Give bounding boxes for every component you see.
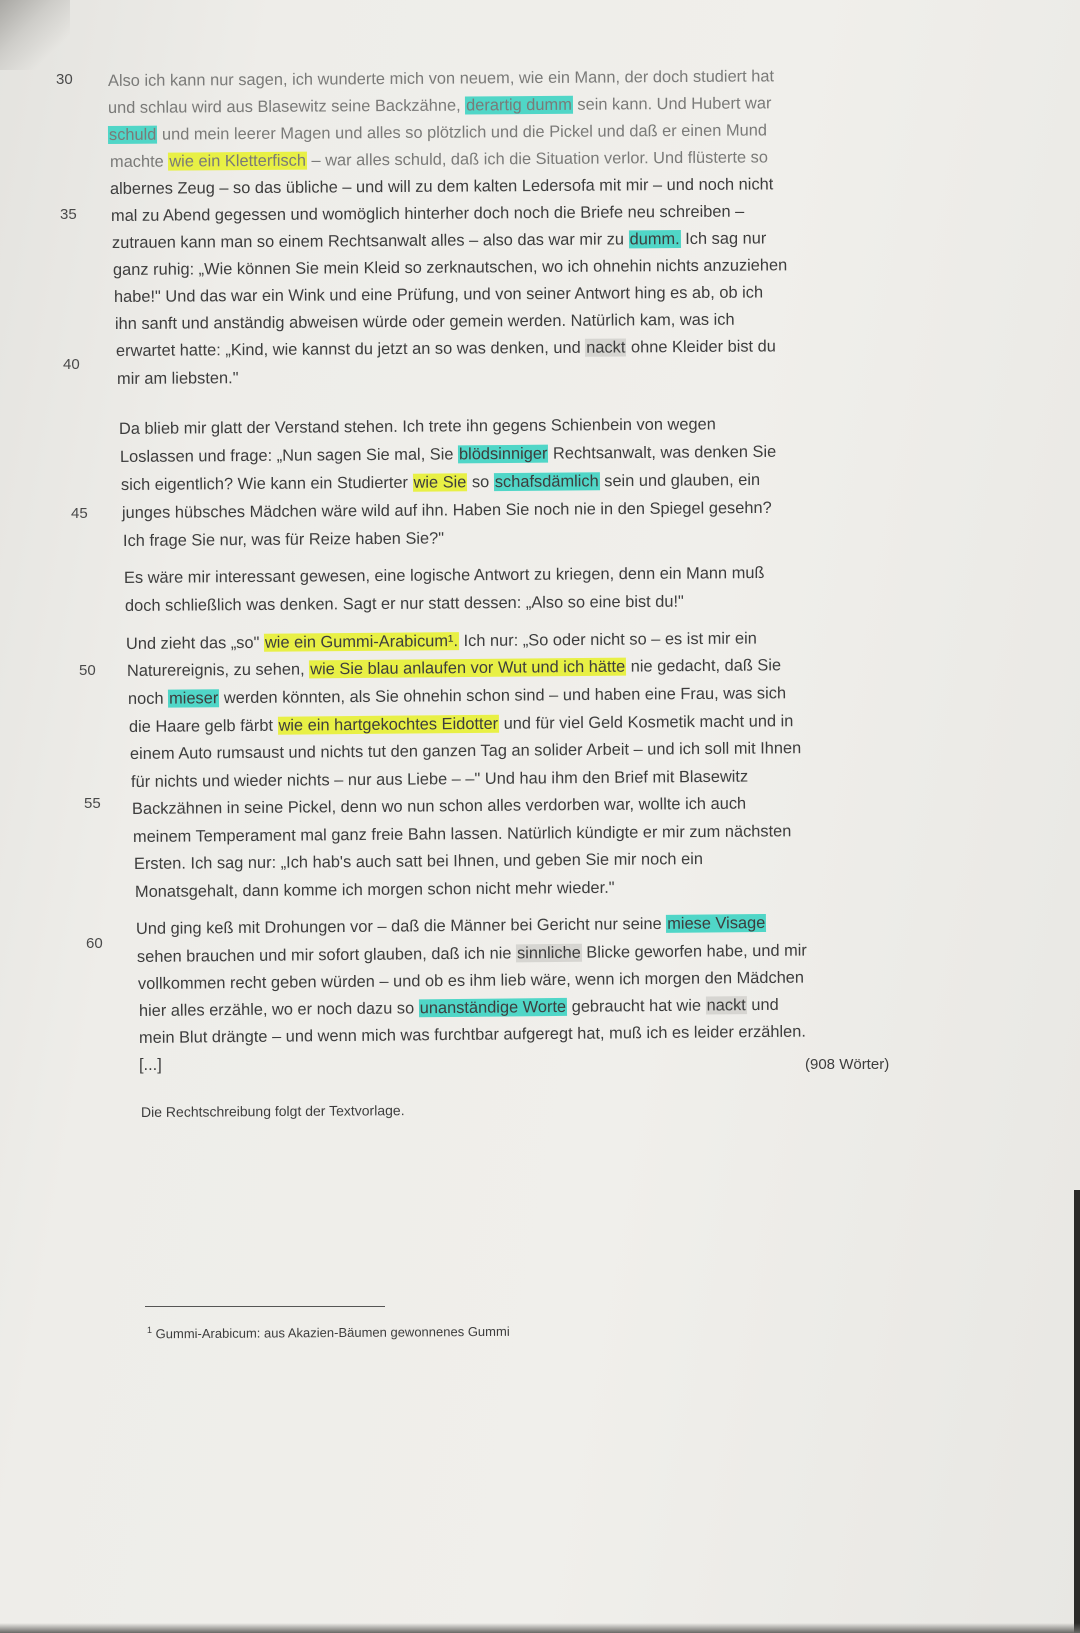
text-span: nie gedacht, daß Sie [626, 656, 782, 676]
text-span: hier alles erzähle, wo er noch dazu so [138, 999, 419, 1020]
text-line [132, 793, 746, 820]
text-span: gebraucht hat wie [567, 996, 706, 1016]
line-number: 45 [71, 505, 88, 522]
text-span: Und zieht das „so" [125, 633, 264, 653]
highlight-cyan: unanständige Worte [419, 997, 567, 1018]
highlight-cyan: blödsinniger [458, 444, 548, 464]
text-span: einem Auto rumsaust und nichts tut den ganzen Tag an solider Arbeit – und ich soll mit Ihnen [129, 739, 802, 763]
text-line [125, 591, 684, 617]
text-line [124, 562, 765, 589]
text-line [139, 1021, 806, 1049]
text-span: so [467, 473, 494, 492]
footnote-mark: 1 [146, 1324, 153, 1335]
scan-edge-right [1074, 1190, 1080, 1633]
text-line [121, 469, 760, 496]
text-line [115, 309, 735, 335]
text-span: machte [109, 152, 169, 171]
text-span: Rechtsanwalt, was denken Sie [548, 442, 777, 463]
text-line [114, 281, 763, 308]
highlight-yellow: wie Sie blau anlaufen vor Wut und ich hätte [310, 657, 626, 679]
text-span: für nichts und wieder nichts – nur aus Liebe – –" Und hau ihm den Brief mit Blasewitz [130, 767, 749, 791]
line-number: 35 [60, 206, 77, 223]
text-span: und schlau wird aus Blasewitz seine Backzähne, [107, 96, 466, 117]
text-span: Es wäre mir interessant gewesen, eine logische Antwort zu kriegen, denn ein Mann muß [123, 563, 765, 587]
text-span: erwartet hatte: „Kind, wie kannst du jetzt an so was denken, und [115, 338, 586, 360]
text-span: Blicke geworfen habe, und mir [581, 941, 807, 962]
text-span: Da blieb mir glatt der Verstand stehen. Ich trete ihn gegens Schienbein von wegen [118, 415, 716, 438]
text-span: sein und glauben, ein [599, 470, 761, 491]
text-line [126, 627, 757, 655]
line-number: 60 [86, 935, 103, 952]
text-line [127, 654, 781, 682]
text-span: sein kann. Und Hubert war [572, 94, 772, 114]
text-span: ganz ruhig: „Wie können Sie mein Kleid so zerknautschen, wo ich ohnehin nichts anzuziehen [112, 256, 788, 279]
line-number: 55 [84, 795, 101, 812]
text-line [133, 820, 792, 848]
text-span: Naturereignis, zu sehen, [126, 660, 310, 680]
text-span: [...] [139, 1056, 162, 1074]
highlight-yellow: wie ein Kletterfisch [169, 151, 307, 171]
line-number: 30 [56, 71, 73, 88]
text-span: junges hübsches Mädchen wäre wild auf ihn. Haben Sie noch nie in den Spiegel gesehn? [121, 498, 772, 522]
word-count: (908 Wörter) [805, 1056, 890, 1073]
text-line [137, 940, 807, 968]
text-span: ohne Kleider bist du [626, 337, 776, 357]
highlight-gray: nackt [706, 996, 746, 1015]
text-span: Ich nur: „So oder nicht so – es ist mir ein [458, 629, 757, 651]
highlight-cyan: mieser [169, 689, 219, 708]
text-span: sehen brauchen und mir sofort glauben, daß ich nie [136, 944, 517, 966]
text-span: mir am liebsten." [116, 369, 239, 388]
footnote [147, 1319, 510, 1342]
text-span: mein Blut drängte – und wenn mich was furchtbar aufgeregt hat, muß ich es leider erzählen. [138, 1022, 806, 1047]
text-line [108, 119, 767, 146]
line-number: 40 [63, 356, 80, 373]
text-line [119, 413, 716, 440]
text-span: sich eigentlich? Wie kann ein Studierter [120, 473, 413, 494]
text-span: und mein leerer Magen und alles so plötzlich und die Pickel und daß er einen Mund [157, 121, 767, 144]
scan-edge-bottom [0, 1623, 1080, 1633]
text-span: Monatsgehalt, dann komme ich morgen schon nicht mehr wieder." [134, 878, 615, 901]
text-line [108, 92, 772, 119]
text-span: die Haare gelb färbt [128, 716, 278, 736]
highlight-cyan: miese Visage [667, 913, 766, 933]
text-line [116, 335, 776, 362]
text-span: – war alles schuld, daß ich die Situation verlor. Und flüsterte so [306, 148, 769, 170]
text-line [130, 737, 801, 765]
text-line [136, 912, 767, 940]
text-span: meinem Temperament mal ganz freie Bahn lassen. Natürlich kündigte er mir zum nächsten [132, 822, 792, 846]
spelling-note: Die Rechtschreibung folgt der Textvorlage. [140, 1102, 405, 1120]
text-span: und [746, 995, 779, 1015]
text-line [108, 65, 774, 92]
text-line [117, 367, 239, 390]
highlight-cyan: schuld [108, 125, 157, 144]
text-line [120, 441, 776, 468]
footnote-divider [145, 1306, 385, 1307]
highlight-cyan: schafsdämlich [494, 472, 599, 492]
footnote-text: Gummi-Arabicum: aus Akazien-Bäumen gewonnenes Gummi [151, 1323, 510, 1342]
text-line [113, 254, 787, 281]
text-span: vollkommen recht geben würden – und ob es ihm lieb wäre, wenn ich morgen den Mädchen [137, 968, 805, 993]
text-span: mal zu Abend gegessen und womöglich hinterher doch noch die Briefe neu schreiben – [110, 202, 745, 225]
text-span: Loslassen und frage: „Nun sagen Sie mal, Sie [119, 445, 459, 466]
text-span: ihn sanft und anständig abweisen würde oder gemein werden. Natürlich kam, was ich [114, 310, 735, 333]
text-line [129, 710, 794, 738]
text-line [139, 994, 779, 1022]
text-line [112, 227, 766, 254]
text-span: Ersten. Ich sag nur: „Ich hab's auch satt bei Ihnen, und geben Sie mir noch ein [133, 850, 704, 873]
text-span: werden könnten, als Sie ohnehin schon sind – und haben eine Frau, was sich [219, 684, 787, 708]
text-line [138, 967, 804, 995]
text-span: Ich sag nur [680, 229, 767, 249]
text-line [131, 766, 748, 793]
text-span: Also ich kann nur sagen, ich wunderte mich von neuem, wie ein Mann, der doch studiert hat [107, 67, 775, 90]
highlight-yellow: wie ein hartgekochtes Eidotter [278, 714, 499, 735]
text-line [123, 527, 444, 552]
text-span: albernes Zeug – so das übliche – und will zu dem kalten Ledersofa mit mir – und noch nicht [109, 175, 774, 198]
highlight-cyan: dumm. [629, 230, 680, 249]
text-line [134, 848, 703, 875]
text-span: und für viel Geld Kosmetik macht und in [499, 712, 794, 733]
text-span: Und ging keß mit Drohungen vor – daß die Männer bei Gericht nur seine [135, 914, 667, 938]
text-span: Ich frage Sie nur, was für Reize haben Sie?" [122, 529, 445, 550]
text-span: Backzähnen in seine Pickel, denn wo nun schon alles verdorben war, wollte ich auch [131, 794, 747, 818]
highlight-cyan: derartig dumm [466, 95, 572, 115]
text-span: zutrauen kann man so einem Rechtsanwalt alles – also das war mir zu [111, 230, 629, 252]
text-span: noch [127, 689, 169, 708]
text-line [139, 1054, 162, 1076]
text-line [111, 201, 744, 227]
text-span: doch schließlich was denken. Sagt er nur statt dessen: „Also so eine bist du!" [124, 592, 684, 615]
text-line [122, 497, 772, 524]
text-line [128, 682, 786, 710]
text-line [110, 173, 773, 200]
text-line [110, 146, 768, 173]
text-span: habe!" Und das war ein Wink und eine Prüfung, und von seiner Antwort hing es ab, ob ich [113, 283, 764, 306]
highlight-yellow: wie ein Gummi-Arabicum¹. [264, 632, 459, 652]
line-number: 50 [79, 662, 96, 679]
highlight-yellow: wie Sie [413, 473, 467, 492]
highlight-gray: nackt [586, 338, 626, 357]
highlight-gray: sinnliche [516, 943, 581, 963]
text-line [135, 877, 615, 903]
